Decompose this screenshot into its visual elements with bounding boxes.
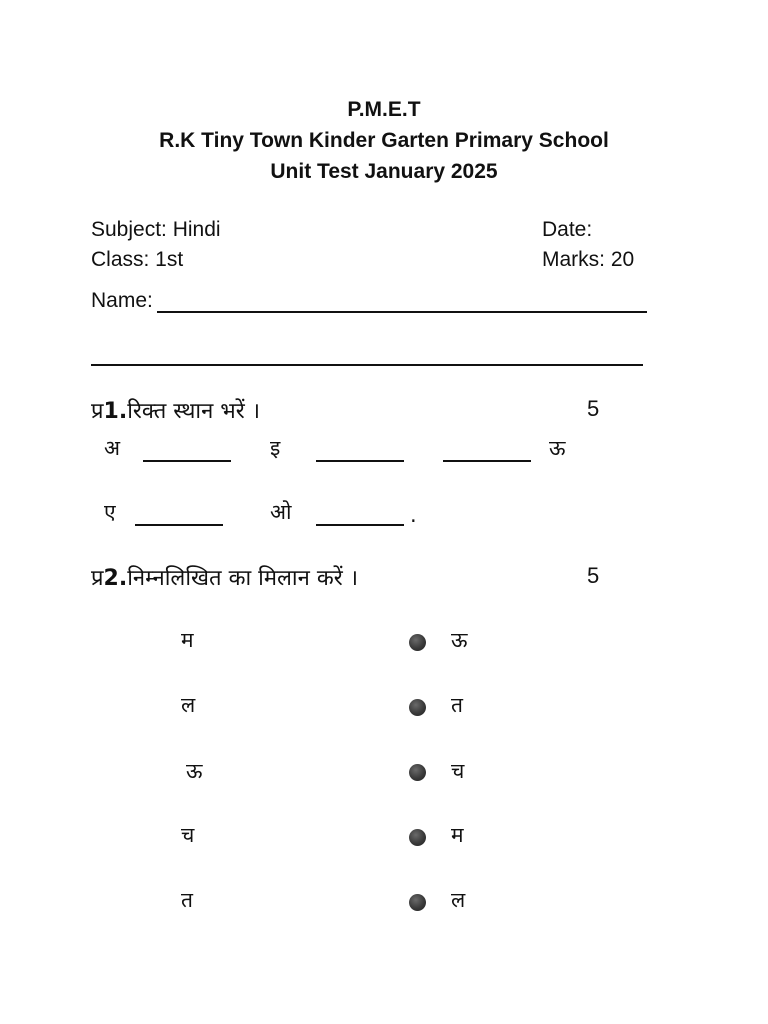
school-header bbox=[0, 94, 768, 187]
match-right-item: ऊ bbox=[451, 628, 468, 652]
q1-blank[interactable] bbox=[316, 524, 404, 526]
name-line[interactable] bbox=[157, 311, 647, 313]
q1-letter: अ bbox=[104, 436, 121, 460]
q1-letter: इ bbox=[270, 436, 281, 460]
name-line-continued[interactable] bbox=[91, 364, 643, 366]
q2-prefix: प्र bbox=[91, 566, 104, 591]
header-school-name: R.K Tiny Town Kinder Garten Primary School bbox=[159, 129, 609, 152]
q2-number: 2. bbox=[103, 566, 128, 591]
q2-title bbox=[91, 562, 358, 592]
date-label: Date: bbox=[542, 218, 593, 241]
marks-label: Marks: 20 bbox=[542, 248, 635, 271]
q1-title bbox=[91, 395, 260, 425]
header-org: P.M.E.T bbox=[347, 98, 421, 121]
match-dot[interactable] bbox=[409, 829, 426, 846]
match-right-item: ल bbox=[451, 888, 466, 912]
q1-letter: ऊ bbox=[549, 436, 566, 460]
match-right-item: च bbox=[451, 759, 465, 783]
match-dot[interactable] bbox=[409, 764, 426, 781]
q1-number: 1. bbox=[103, 399, 128, 424]
name-label: Name: bbox=[91, 289, 153, 312]
class-label: Class: 1st bbox=[91, 248, 184, 271]
match-left-item: ल bbox=[181, 693, 196, 717]
q1-period: . bbox=[410, 503, 417, 527]
q2-instruction: निम्नलिखित का मिलान करें । bbox=[127, 566, 359, 591]
q1-blank[interactable] bbox=[143, 460, 231, 462]
match-left-item: त bbox=[181, 888, 193, 912]
q1-prefix: प्र bbox=[91, 399, 104, 424]
q1-marks: 5 bbox=[587, 396, 600, 421]
q2-marks: 5 bbox=[587, 563, 600, 588]
q1-blank[interactable] bbox=[443, 460, 531, 462]
subject-label: Subject: Hindi bbox=[91, 218, 221, 241]
q1-blank[interactable] bbox=[135, 524, 223, 526]
q1-letter: ओ bbox=[270, 500, 292, 524]
match-left-item: च bbox=[181, 823, 195, 847]
match-dot[interactable] bbox=[409, 699, 426, 716]
match-dot[interactable] bbox=[409, 634, 426, 651]
match-right-item: म bbox=[451, 823, 464, 847]
match-left-item: म bbox=[181, 628, 194, 652]
header-test-title: Unit Test January 2025 bbox=[270, 160, 498, 183]
match-left-item: ऊ bbox=[186, 759, 203, 783]
q1-letter: ए bbox=[104, 500, 116, 524]
match-right-item: त bbox=[451, 693, 463, 717]
match-dot[interactable] bbox=[409, 894, 426, 911]
q1-instruction: रिक्त स्थान भरें । bbox=[127, 399, 261, 424]
q1-blank[interactable] bbox=[316, 460, 404, 462]
